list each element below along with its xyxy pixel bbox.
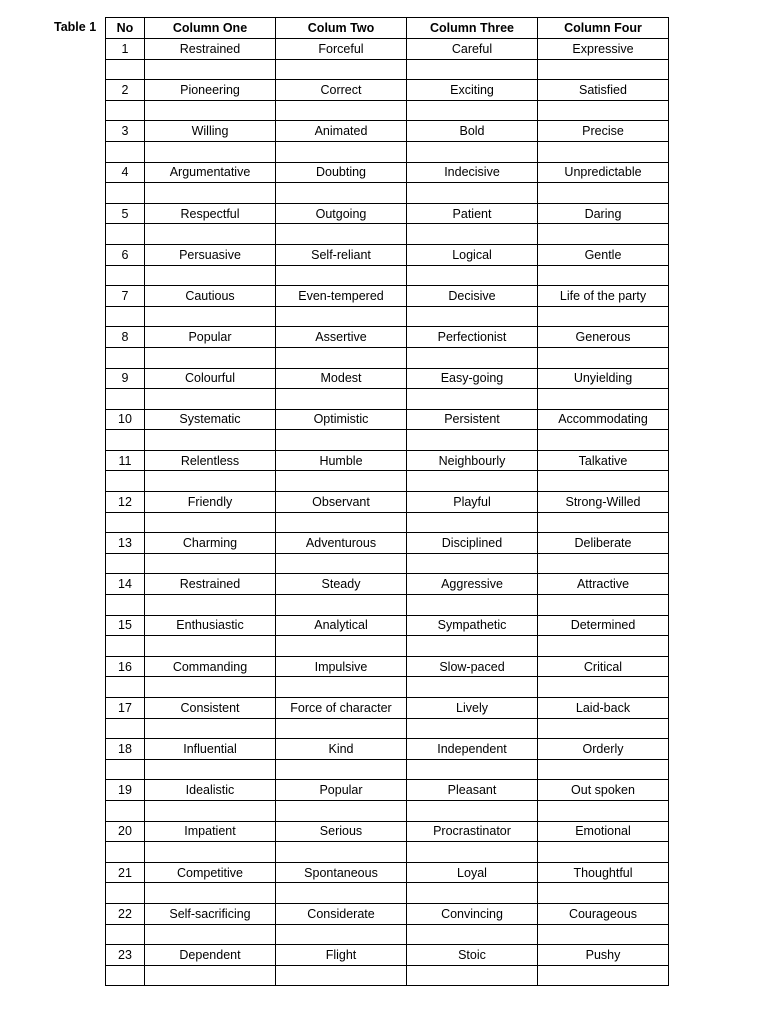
empty-cell (538, 800, 669, 821)
empty-cell (538, 347, 669, 368)
table-spacer-row (106, 842, 669, 863)
empty-cell (106, 636, 145, 657)
column-three-cell: Playful (407, 492, 538, 513)
empty-cell (145, 636, 276, 657)
empty-cell (276, 347, 407, 368)
empty-cell (145, 924, 276, 945)
empty-cell (407, 842, 538, 863)
empty-cell (407, 347, 538, 368)
column-one-cell: Colourful (145, 368, 276, 389)
empty-cell (145, 718, 276, 739)
column-two-cell: Flight (276, 945, 407, 966)
empty-cell (407, 306, 538, 327)
empty-cell (538, 100, 669, 121)
empty-cell (145, 224, 276, 245)
table-spacer-row (106, 306, 669, 327)
empty-cell (538, 965, 669, 986)
empty-cell (407, 512, 538, 533)
empty-cell (145, 59, 276, 80)
column-three-cell: Neighbourly (407, 450, 538, 471)
column-one-cell: Dependent (145, 945, 276, 966)
column-two-cell: Steady (276, 574, 407, 595)
column-one-cell: Charming (145, 533, 276, 554)
column-two-cell: Force of character (276, 698, 407, 719)
header-row (106, 18, 669, 39)
table-spacer-row (106, 141, 669, 162)
empty-cell (106, 471, 145, 492)
empty-cell (106, 595, 145, 616)
column-one-cell: Idealistic (145, 780, 276, 801)
table-spacer-row (106, 59, 669, 80)
table-row (106, 862, 669, 883)
table-spacer-row (106, 759, 669, 780)
empty-cell (276, 924, 407, 945)
table-row (106, 739, 669, 760)
header-column-three: Column Three (407, 18, 538, 39)
column-four-cell: Talkative (538, 450, 669, 471)
column-one-cell: Friendly (145, 492, 276, 513)
empty-cell (276, 100, 407, 121)
column-three-cell: Loyal (407, 862, 538, 883)
empty-cell (407, 389, 538, 410)
row-number-cell: 19 (106, 780, 145, 801)
empty-cell (106, 265, 145, 286)
row-number-cell: 2 (106, 80, 145, 101)
empty-cell (538, 389, 669, 410)
column-three-cell: Pleasant (407, 780, 538, 801)
column-two-cell: Correct (276, 80, 407, 101)
header-column-two: Colum Two (276, 18, 407, 39)
empty-cell (145, 100, 276, 121)
empty-cell (276, 265, 407, 286)
column-two-cell: Forceful (276, 39, 407, 60)
empty-cell (276, 430, 407, 451)
table-spacer-row (106, 800, 669, 821)
header-column-four: Column Four (538, 18, 669, 39)
empty-cell (106, 759, 145, 780)
empty-cell (106, 306, 145, 327)
table-row (106, 286, 669, 307)
table-row (106, 203, 669, 224)
empty-cell (145, 759, 276, 780)
column-one-cell: Commanding (145, 656, 276, 677)
row-number-cell: 21 (106, 862, 145, 883)
column-one-cell: Enthusiastic (145, 615, 276, 636)
column-four-cell: Satisfied (538, 80, 669, 101)
column-three-cell: Decisive (407, 286, 538, 307)
row-number-cell: 6 (106, 244, 145, 265)
row-number-cell: 18 (106, 739, 145, 760)
table-row (106, 698, 669, 719)
empty-cell (407, 883, 538, 904)
table-row (106, 162, 669, 183)
table-spacer-row (106, 265, 669, 286)
table-spacer-row (106, 224, 669, 245)
empty-cell (538, 553, 669, 574)
empty-cell (407, 59, 538, 80)
table-row (106, 656, 669, 677)
table-spacer-row (106, 636, 669, 657)
column-four-cell: Determined (538, 615, 669, 636)
row-number-cell: 3 (106, 121, 145, 142)
table-row (106, 903, 669, 924)
empty-cell (145, 141, 276, 162)
column-one-cell: Restrained (145, 574, 276, 595)
empty-cell (407, 100, 538, 121)
empty-cell (276, 883, 407, 904)
column-two-cell: Observant (276, 492, 407, 513)
empty-cell (407, 141, 538, 162)
column-four-cell: Orderly (538, 739, 669, 760)
column-two-cell: Self-reliant (276, 244, 407, 265)
empty-cell (538, 224, 669, 245)
row-number-cell: 12 (106, 492, 145, 513)
empty-cell (106, 800, 145, 821)
empty-cell (407, 965, 538, 986)
empty-cell (407, 718, 538, 739)
table-row (106, 574, 669, 595)
table-row (106, 821, 669, 842)
column-two-cell: Popular (276, 780, 407, 801)
table-spacer-row (106, 718, 669, 739)
column-two-cell: Doubting (276, 162, 407, 183)
row-number-cell: 15 (106, 615, 145, 636)
empty-cell (407, 471, 538, 492)
table-spacer-row (106, 100, 669, 121)
column-one-cell: Self-sacrificing (145, 903, 276, 924)
empty-cell (276, 636, 407, 657)
empty-cell (538, 636, 669, 657)
table-caption: Table 1 (54, 20, 97, 34)
table-spacer-row (106, 389, 669, 410)
column-three-cell: Logical (407, 244, 538, 265)
column-four-cell: Deliberate (538, 533, 669, 554)
column-two-cell: Assertive (276, 327, 407, 348)
table-body (106, 39, 669, 986)
row-number-cell: 16 (106, 656, 145, 677)
empty-cell (106, 389, 145, 410)
empty-cell (407, 800, 538, 821)
empty-cell (407, 553, 538, 574)
empty-cell (145, 430, 276, 451)
row-number-cell: 7 (106, 286, 145, 307)
empty-cell (276, 718, 407, 739)
column-four-cell: Out spoken (538, 780, 669, 801)
empty-cell (145, 512, 276, 533)
column-two-cell: Spontaneous (276, 862, 407, 883)
column-four-cell: Generous (538, 327, 669, 348)
column-three-cell: Stoic (407, 945, 538, 966)
empty-cell (145, 553, 276, 574)
empty-cell (276, 965, 407, 986)
column-three-cell: Bold (407, 121, 538, 142)
empty-cell (106, 141, 145, 162)
empty-cell (407, 636, 538, 657)
empty-cell (106, 924, 145, 945)
empty-cell (538, 512, 669, 533)
column-two-cell: Humble (276, 450, 407, 471)
column-three-cell: Independent (407, 739, 538, 760)
empty-cell (276, 595, 407, 616)
column-three-cell: Indecisive (407, 162, 538, 183)
row-number-cell: 13 (106, 533, 145, 554)
empty-cell (145, 389, 276, 410)
empty-cell (276, 553, 407, 574)
empty-cell (538, 718, 669, 739)
column-three-cell: Procrastinator (407, 821, 538, 842)
empty-cell (276, 512, 407, 533)
empty-cell (106, 183, 145, 204)
column-three-cell: Convincing (407, 903, 538, 924)
column-four-cell: Unyielding (538, 368, 669, 389)
empty-cell (106, 842, 145, 863)
empty-cell (276, 183, 407, 204)
empty-cell (538, 430, 669, 451)
column-four-cell: Daring (538, 203, 669, 224)
empty-cell (106, 883, 145, 904)
column-one-cell: Cautious (145, 286, 276, 307)
column-one-cell: Popular (145, 327, 276, 348)
column-one-cell: Respectful (145, 203, 276, 224)
empty-cell (407, 924, 538, 945)
empty-cell (538, 141, 669, 162)
empty-cell (276, 677, 407, 698)
column-four-cell: Courageous (538, 903, 669, 924)
empty-cell (106, 100, 145, 121)
empty-cell (276, 842, 407, 863)
column-two-cell: Serious (276, 821, 407, 842)
table-row (106, 533, 669, 554)
empty-cell (106, 224, 145, 245)
empty-cell (407, 430, 538, 451)
table-row (106, 327, 669, 348)
table-row (106, 615, 669, 636)
empty-cell (538, 842, 669, 863)
column-three-cell: Persistent (407, 409, 538, 430)
column-one-cell: Relentless (145, 450, 276, 471)
column-three-cell: Lively (407, 698, 538, 719)
column-two-cell: Even-tempered (276, 286, 407, 307)
empty-cell (106, 553, 145, 574)
empty-cell (106, 965, 145, 986)
empty-cell (276, 306, 407, 327)
empty-cell (407, 183, 538, 204)
empty-cell (276, 224, 407, 245)
table-spacer-row (106, 924, 669, 945)
row-number-cell: 5 (106, 203, 145, 224)
empty-cell (538, 306, 669, 327)
row-number-cell: 20 (106, 821, 145, 842)
empty-cell (106, 512, 145, 533)
empty-cell (407, 759, 538, 780)
column-one-cell: Impatient (145, 821, 276, 842)
column-one-cell: Influential (145, 739, 276, 760)
table-row (106, 945, 669, 966)
table-spacer-row (106, 677, 669, 698)
empty-cell (106, 347, 145, 368)
empty-cell (106, 430, 145, 451)
column-two-cell: Considerate (276, 903, 407, 924)
column-one-cell: Pioneering (145, 80, 276, 101)
empty-cell (145, 265, 276, 286)
empty-cell (145, 677, 276, 698)
empty-cell (106, 677, 145, 698)
empty-cell (145, 595, 276, 616)
column-four-cell: Laid-back (538, 698, 669, 719)
column-two-cell: Outgoing (276, 203, 407, 224)
column-four-cell: Life of the party (538, 286, 669, 307)
column-two-cell: Kind (276, 739, 407, 760)
empty-cell (407, 677, 538, 698)
column-four-cell: Pushy (538, 945, 669, 966)
empty-cell (407, 595, 538, 616)
row-number-cell: 23 (106, 945, 145, 966)
empty-cell (538, 183, 669, 204)
column-four-cell: Critical (538, 656, 669, 677)
table-row (106, 780, 669, 801)
column-four-cell: Unpredictable (538, 162, 669, 183)
empty-cell (407, 224, 538, 245)
row-number-cell: 17 (106, 698, 145, 719)
table-spacer-row (106, 471, 669, 492)
table-spacer-row (106, 965, 669, 986)
traits-table (105, 17, 669, 986)
column-one-cell: Persuasive (145, 244, 276, 265)
column-two-cell: Impulsive (276, 656, 407, 677)
table-row (106, 492, 669, 513)
column-four-cell: Gentle (538, 244, 669, 265)
row-number-cell: 9 (106, 368, 145, 389)
empty-cell (538, 883, 669, 904)
column-one-cell: Competitive (145, 862, 276, 883)
table-row (106, 450, 669, 471)
column-three-cell: Perfectionist (407, 327, 538, 348)
empty-cell (145, 471, 276, 492)
column-three-cell: Careful (407, 39, 538, 60)
column-three-cell: Sympathetic (407, 615, 538, 636)
row-number-cell: 22 (106, 903, 145, 924)
column-one-cell: Systematic (145, 409, 276, 430)
header-column-one: Column One (145, 18, 276, 39)
empty-cell (538, 471, 669, 492)
table-spacer-row (106, 347, 669, 368)
column-one-cell: Willing (145, 121, 276, 142)
empty-cell (407, 265, 538, 286)
column-three-cell: Easy-going (407, 368, 538, 389)
table-row (106, 121, 669, 142)
column-four-cell: Accommodating (538, 409, 669, 430)
column-three-cell: Disciplined (407, 533, 538, 554)
empty-cell (276, 389, 407, 410)
column-one-cell: Argumentative (145, 162, 276, 183)
column-four-cell: Precise (538, 121, 669, 142)
column-two-cell: Analytical (276, 615, 407, 636)
table-row (106, 409, 669, 430)
column-one-cell: Consistent (145, 698, 276, 719)
empty-cell (145, 183, 276, 204)
empty-cell (276, 471, 407, 492)
column-two-cell: Adventurous (276, 533, 407, 554)
empty-cell (276, 141, 407, 162)
column-three-cell: Aggressive (407, 574, 538, 595)
empty-cell (538, 677, 669, 698)
column-four-cell: Attractive (538, 574, 669, 595)
table-spacer-row (106, 430, 669, 451)
column-three-cell: Exciting (407, 80, 538, 101)
empty-cell (276, 59, 407, 80)
empty-cell (538, 59, 669, 80)
empty-cell (538, 759, 669, 780)
table-row (106, 368, 669, 389)
empty-cell (538, 595, 669, 616)
table-spacer-row (106, 595, 669, 616)
empty-cell (145, 800, 276, 821)
column-four-cell: Strong-Willed (538, 492, 669, 513)
empty-cell (145, 306, 276, 327)
empty-cell (538, 924, 669, 945)
table-spacer-row (106, 883, 669, 904)
column-four-cell: Thoughtful (538, 862, 669, 883)
row-number-cell: 4 (106, 162, 145, 183)
column-four-cell: Expressive (538, 39, 669, 60)
table-spacer-row (106, 183, 669, 204)
row-number-cell: 8 (106, 327, 145, 348)
empty-cell (106, 718, 145, 739)
table-row (106, 80, 669, 101)
column-three-cell: Slow-paced (407, 656, 538, 677)
column-two-cell: Animated (276, 121, 407, 142)
row-number-cell: 10 (106, 409, 145, 430)
row-number-cell: 1 (106, 39, 145, 60)
empty-cell (145, 347, 276, 368)
column-three-cell: Patient (407, 203, 538, 224)
column-one-cell: Restrained (145, 39, 276, 60)
empty-cell (276, 800, 407, 821)
table-row (106, 39, 669, 60)
column-two-cell: Modest (276, 368, 407, 389)
empty-cell (538, 265, 669, 286)
empty-cell (145, 965, 276, 986)
header-no: No (106, 18, 145, 39)
row-number-cell: 11 (106, 450, 145, 471)
empty-cell (106, 59, 145, 80)
column-four-cell: Emotional (538, 821, 669, 842)
row-number-cell: 14 (106, 574, 145, 595)
table-row (106, 244, 669, 265)
table-spacer-row (106, 553, 669, 574)
column-two-cell: Optimistic (276, 409, 407, 430)
empty-cell (145, 883, 276, 904)
table-spacer-row (106, 512, 669, 533)
empty-cell (145, 842, 276, 863)
empty-cell (276, 759, 407, 780)
